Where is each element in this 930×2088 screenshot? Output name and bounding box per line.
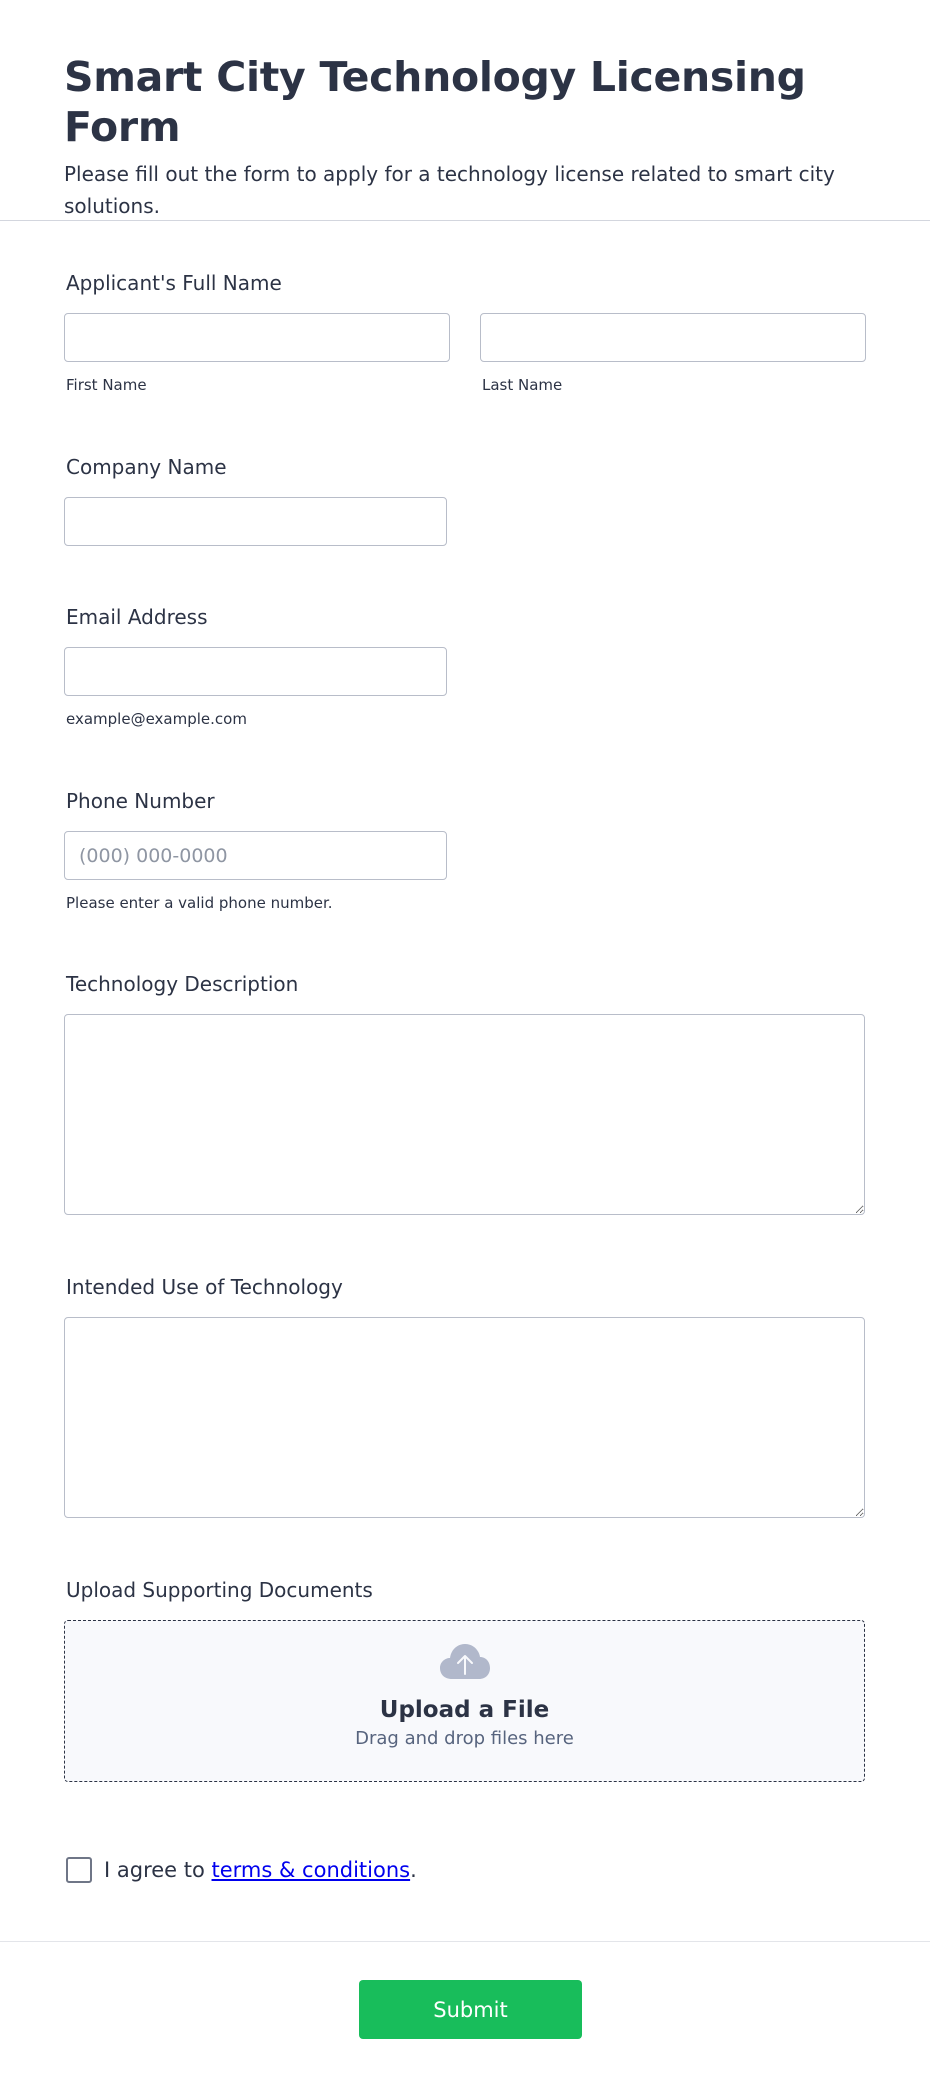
intended-use-label: Intended Use of Technology (66, 1275, 343, 1299)
terms-checkbox[interactable] (66, 1857, 92, 1883)
file-dropzone[interactable] (64, 1620, 865, 1782)
email-label: Email Address (66, 605, 208, 629)
cloud-upload-icon (440, 1643, 490, 1681)
upload-icon-wrap (65, 1621, 864, 1685)
company-label: Company Name (66, 455, 227, 479)
company-input[interactable] (64, 497, 447, 546)
tech-description-textarea[interactable] (64, 1014, 865, 1215)
company-field (64, 454, 447, 546)
upload-subtitle: Drag and drop files here (355, 1728, 574, 1749)
phone-label: Phone Number (66, 789, 215, 813)
email-field (64, 604, 447, 729)
footer-divider (0, 1941, 930, 1942)
tech-description-field (64, 971, 865, 1215)
page-title: Smart City Technology Licensing Form (64, 53, 806, 151)
tech-description-label: Technology Description (66, 972, 299, 996)
terms-prefix: I agree to (104, 1858, 212, 1882)
upload-label: Upload Supporting Documents (66, 1578, 373, 1602)
intended-use-textarea[interactable] (64, 1317, 865, 1518)
phone-input[interactable] (64, 831, 447, 880)
full-name-field (64, 270, 866, 395)
phone-sublabel: Please enter a valid phone number. (66, 894, 333, 912)
form-header (0, 0, 930, 221)
upload-title: Upload a File (379, 1697, 550, 1723)
submit-button[interactable]: Submit (359, 1980, 582, 2039)
intended-use-field (64, 1274, 865, 1518)
last-name-input[interactable] (480, 313, 866, 362)
terms-suffix: . (410, 1858, 417, 1882)
email-sublabel: example@example.com (66, 710, 247, 728)
terms-text (104, 1858, 417, 1882)
terms-link[interactable]: terms & conditions (211, 1858, 411, 1882)
email-input[interactable] (64, 647, 447, 696)
page-subtitle: Please fill out the form to apply for a technology license related to smart city solutions. (64, 162, 835, 218)
last-name-sublabel: Last Name (482, 376, 563, 394)
first-name-sublabel: First Name (66, 376, 147, 394)
full-name-label: Applicant's Full Name (66, 271, 282, 295)
phone-field (64, 788, 447, 913)
upload-field (64, 1577, 865, 1782)
terms-field (64, 1857, 417, 1883)
first-name-input[interactable] (64, 313, 450, 362)
